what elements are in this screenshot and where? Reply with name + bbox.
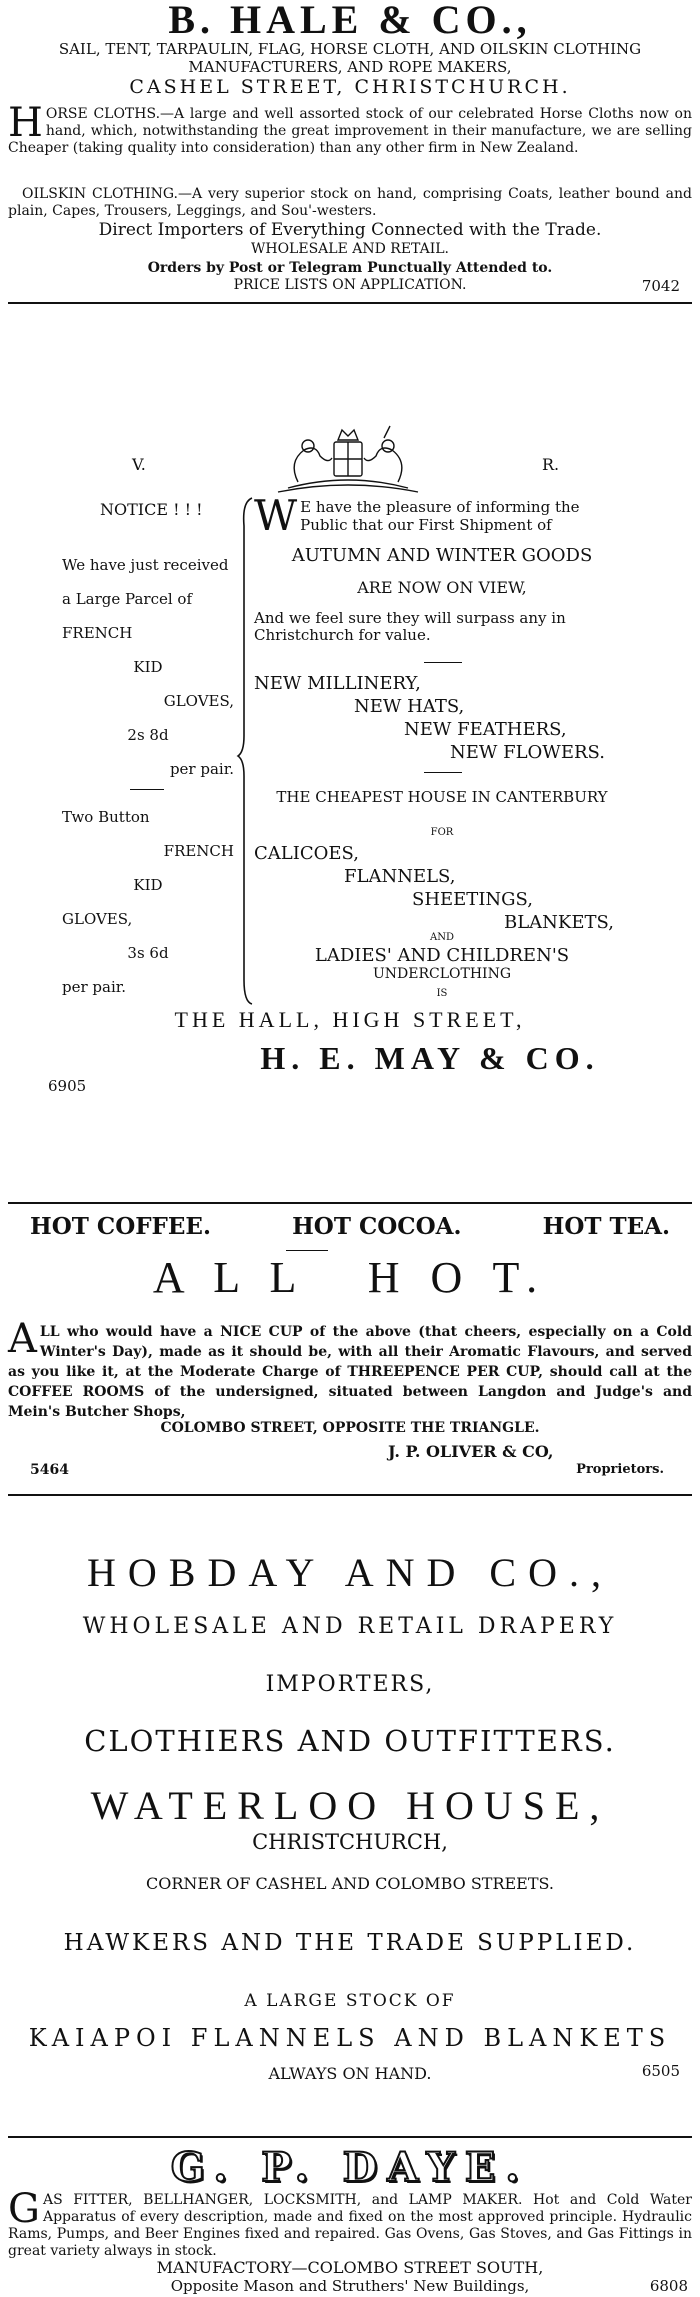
may-cheapest: THE CHEAPEST HOUSE IN CANTERBURY [276,788,608,806]
oliver-body [8,1316,692,1422]
may-ref-number: 6905 [48,1077,87,1095]
oliver-headline: A L L H O T. [152,1253,548,1302]
may-left-col-2 [62,808,234,1012]
hale-price-lists: PRICE LISTS ON APPLICATION. [233,277,467,293]
hobday-always: ALWAYS ON HAND. [268,2064,432,2083]
hobday-hawkers: HAWKERS AND THE TRADE SUPPLIED. [63,1930,637,1956]
hobday-house: WATERLOO HOUSE, [90,1783,610,1828]
left-col-line: We have just received [62,556,229,574]
left-col-line: FRENCH [62,624,133,642]
hobday-stock: A LARGE STOCK OF [244,1991,456,2011]
fabric-item: CALICOES, [254,843,359,864]
left-col-line: Two Button [62,808,150,826]
short-rule [424,662,462,663]
hale-importers: Direct Importers of Everything Connected with the Trade. [98,220,602,240]
may-autumn: AUTUMN AND WINTER GOODS [291,545,593,566]
left-col-line: GLOVES, [62,910,133,928]
royal-coat-of-arms-icon [258,422,438,494]
may-fabrics [254,842,630,934]
drink-item: HOT COFFEE. [30,1213,211,1240]
drop-cap: W [254,491,298,540]
drop-cap: A [8,1316,37,1362]
left-col-line: 2s 8d [127,726,169,744]
left-col-line: KID [133,876,163,894]
oliver-drinks [30,1213,670,1240]
new-item: NEW MILLINERY, [254,673,421,694]
may-new-items [254,672,630,764]
new-item: NEW HATS, [354,696,465,717]
may-firm: H. E. MAY & CO. [260,1040,600,1076]
oliver-proprietors: Proprietors. [576,1462,664,1477]
bracket-divider [236,496,256,1006]
may-underclothing: UNDERCLOTHING [372,966,512,982]
may-notice: NOTICE ! ! ! [100,500,203,519]
oliver-ref-number: 5464 [30,1462,69,1478]
hobday-line1: WHOLESALE AND RETAIL DRAPERY [82,1614,618,1639]
hobday-corner: CORNER OF CASHEL AND COLOMBO STREETS. [145,1874,555,1893]
divider [8,1494,692,1496]
may-ladies: LADIES' AND CHILDREN'S [314,945,570,966]
may-for: FOR [430,827,454,838]
divider [8,302,692,304]
hale-trades: SAIL, TENT, TARPAULIN, FLAG, HORSE CLOTH, AND OILSKIN CLOTHING MANUFACTURERS, AND ROPE MAKERS, [58,40,642,76]
hale-wholesale: WHOLESALE AND RETAIL. [250,241,450,257]
daye-body [8,2186,692,2260]
hobday-city: CHRISTCHURCH, [252,1830,448,1854]
may-intro-text: E have the pleasure of informing the Public that our First Shipment of [300,498,580,534]
hale-horse-cloths-paragraph [8,100,692,157]
hobday-kaiapoi: KAIAPOI FLANNELS AND BLANKETS [28,2024,672,2052]
oliver-body-text: LL who would have a NICE CUP of the above (that cheers, especially on a Cold Winter's Day), made as it should be, with all their Aromatic Flavours, and served as you like it, at the Moderate Charge of THREEPENCE PER CUP, should call at the COFFEE ROOMS of the undersigned, situated between Langdon and Judge's and Mein's Butcher Shops, [8,1324,692,1420]
daye-manufactory: MANUFACTORY—COLOMBO STREET SOUTH, [156,2258,544,2277]
left-col-line: FRENCH [163,842,234,860]
divider [8,1202,692,1204]
may-and: AND [430,932,454,943]
hale-orders: Orders by Post or Telegram Punctually Attended to. [147,260,553,276]
fabric-item: FLANNELS, [344,866,456,887]
oliver-firm: J. P. OLIVER & CO, [388,1442,554,1461]
daye-body-text: AS FITTER, BELLHANGER, LOCKSMITH, and LAMP MAKER. Hot and Cold Water Apparatus of every description, made and fixed on the most approved principle. Hydraulic Rams, Pumps, and Beer Engines fixed and repaired. Gas Ovens, Gas Stoves, and Gas Fittings in great variety always in stock. [8,2192,692,2259]
drink-item: HOT COCOA. [292,1213,462,1240]
hale-ref-number: 7042 [641,277,680,295]
drink-item: HOT TEA. [542,1213,670,1240]
hobday-line2: IMPORTERS, [265,1672,435,1697]
hale-firm-name: B. HALE & CO., [168,0,532,42]
new-item: NEW FEATHERS, [404,719,567,740]
left-col-line: a Large Parcel of [62,590,192,608]
hobday-ref-number: 6505 [641,2062,680,2080]
may-on-view: ARE NOW ON VIEW, [357,578,527,597]
divider [8,2136,692,2138]
hale-oilskin: OILSKIN CLOTHING.—A very superior stock on hand, comprising Coats, leather bound and plain, Capes, Trousers, Leggings, and Sou'-westers. [8,186,692,219]
drop-cap: H [8,100,43,146]
daye-opposite: Opposite Mason and Struthers' New Buildings, [170,2277,530,2295]
drop-cap: G [8,2186,40,2232]
daye-ref-number: 6808 [649,2277,688,2295]
left-col-line: per pair. [62,978,127,996]
may-v-letter: V. [132,455,146,474]
hale-horse-cloths-text: ORSE CLOTHS.—A large and well assorted stock of our celebrated Horse Cloths now on hand, which, notwithstanding the great improvement in their manufacture, we are selling Cheaper (taking quality into consideration) than any other firm in New Zealand. [8,106,692,156]
may-hall: THE HALL, HIGH STREET, [174,1007,526,1032]
may-left-col-1 [62,556,234,794]
short-rule [130,789,164,790]
new-item: NEW FLOWERS. [450,742,605,763]
fabric-item: BLANKETS, [504,912,614,933]
may-r-letter: R. [542,455,560,474]
oliver-address: COLOMBO STREET, OPPOSITE THE TRIANGLE. [160,1420,540,1436]
hobday-firm-name: HOBDAY AND CO., [87,1550,613,1595]
hale-address: CASHEL STREET, CHRISTCHURCH. [129,76,571,98]
left-col-line: per pair. [169,760,234,778]
left-col-line: KID [133,658,163,676]
short-rule [286,1250,328,1251]
may-intro [254,491,630,540]
left-col-line: GLOVES, [163,692,234,710]
short-rule [424,772,462,773]
daye-firm-name: G. P. DAYE. [170,2144,530,2191]
may-is: IS [436,988,448,999]
hobday-line3: CLOTHIERS AND OUTFITTERS. [84,1724,616,1758]
may-surpass: And we feel sure they will surpass any in Christchurch for value. [254,609,566,644]
fabric-item: SHEETINGS, [412,889,533,910]
left-col-line: 3s 6d [127,944,169,962]
